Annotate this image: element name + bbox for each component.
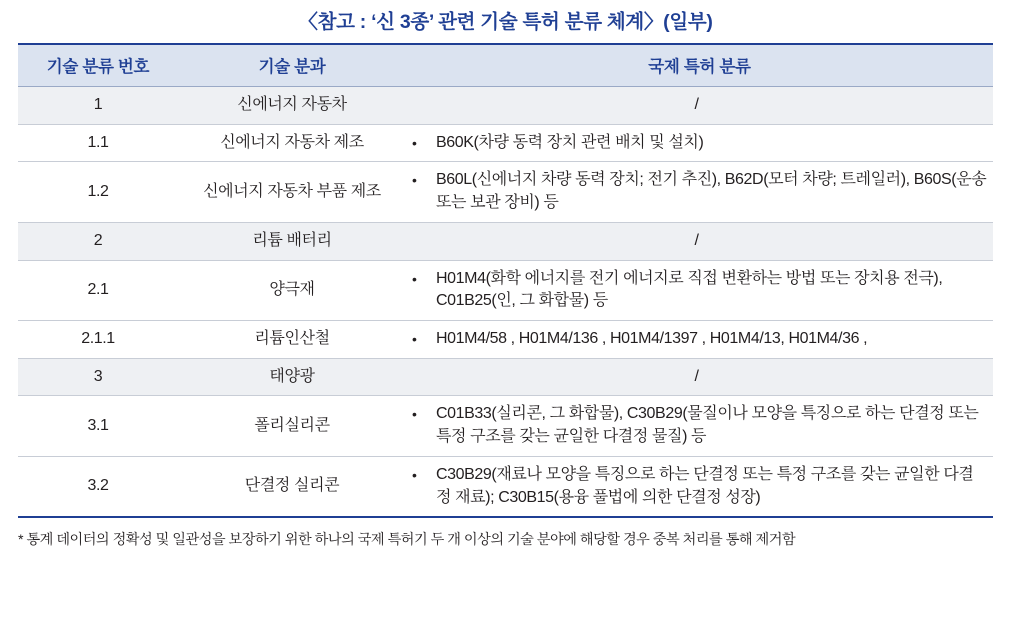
cell-tech-field: 태양광: [178, 358, 406, 396]
cell-ipc: /: [406, 222, 993, 260]
cell-tech-number: 2.1: [18, 260, 178, 320]
cell-tech-number: 1.1: [18, 124, 178, 162]
cell-tech-field: 리튬인산철: [178, 321, 406, 359]
table-row: [18, 358, 993, 396]
table-row: [18, 162, 993, 222]
bullet-icon: •: [412, 406, 417, 423]
cell-ipc-text: C30B29(재료나 모양을 특징으로 하는 단결정 또는 특정 구조를 갖는 균일한 다결정 재료); C30B15(용융 풀법에 의한 단결정 성장): [436, 465, 974, 506]
cell-tech-number: 3.1: [18, 396, 178, 456]
cell-tech-field: 신에너지 자동차 부품 제조: [178, 162, 406, 222]
cell-ipc: [406, 162, 993, 222]
table-row: [18, 87, 993, 125]
column-header-tech-number: 기술 분류 번호: [18, 44, 178, 87]
table-row: [18, 396, 993, 456]
cell-ipc: [406, 124, 993, 162]
cell-ipc: /: [406, 358, 993, 396]
cell-ipc-text: H01M4/58 , H01M4/136 , H01M4/1397 , H01M4/13, H01M4/36 ,: [436, 330, 868, 348]
cell-ipc-text: B60K(차량 동력 장치 관련 배치 및 설치): [436, 133, 704, 151]
table-row: [18, 260, 993, 320]
table-footnote: * 통계 데이터의 정확성 및 일관성을 보장하기 위한 하나의 국제 특허기 두 개 이상의 기술 분야에 해당할 경우 중복 처리를 통해 제거함: [18, 532, 796, 549]
bullet-icon: •: [412, 270, 417, 287]
cell-tech-number: 1: [18, 87, 178, 125]
bullet-icon: •: [412, 172, 417, 189]
cell-tech-field: 양극재: [178, 260, 406, 320]
cell-tech-field: 폴리실리콘: [178, 396, 406, 456]
cell-ipc: [406, 456, 993, 517]
cell-tech-number: 2: [18, 222, 178, 260]
column-header-ipc: 국제 특허 분류: [406, 44, 993, 87]
patent-classification-table: [18, 43, 993, 518]
table-header-row: [18, 44, 993, 87]
bullet-icon: •: [412, 331, 417, 348]
table-row: [18, 222, 993, 260]
cell-ipc: [406, 260, 993, 320]
column-header-tech-field: 기술 분과: [178, 44, 406, 87]
cell-ipc: [406, 396, 993, 456]
cell-tech-number: 1.2: [18, 162, 178, 222]
cell-tech-field: 리튬 배터리: [178, 222, 406, 260]
cell-ipc-text: C01B33(실리콘, 그 화합물), C30B29(물질이나 모양을 특징으로 하는 단결정 또는 특정 구조를 갖는 균일한 다결정 물질) 등: [436, 405, 979, 446]
cell-tech-field: 신에너지 자동차: [178, 87, 406, 125]
bullet-icon: •: [412, 134, 417, 151]
cell-tech-field: 단결정 실리콘: [178, 456, 406, 517]
cell-ipc: [406, 321, 993, 359]
cell-ipc: /: [406, 87, 993, 125]
cell-tech-number: 3.2: [18, 456, 178, 517]
cell-ipc-text: H01M4(화학 에너지를 전기 에너지로 직접 변환하는 방법 또는 장치용 전극), C01B25(인, 그 화합물) 등: [436, 269, 943, 310]
cell-tech-number: 3: [18, 358, 178, 396]
table-row: [18, 456, 993, 517]
table-row: [18, 124, 993, 162]
cell-tech-field: 신에너지 자동차 제조: [178, 124, 406, 162]
table-row: [18, 321, 993, 359]
cell-ipc-text: B60L(신에너지 차량 동력 장치; 전기 추진), B62D(모터 차량; 트레일러), B60S(운송 또는 보관 장비) 등: [436, 171, 987, 212]
page-title: 〈참고 : ‘신 3종’ 관련 기술 특허 분류 체계〉(일부): [298, 11, 713, 33]
cell-tech-number: 2.1.1: [18, 321, 178, 359]
bullet-icon: •: [412, 466, 417, 483]
